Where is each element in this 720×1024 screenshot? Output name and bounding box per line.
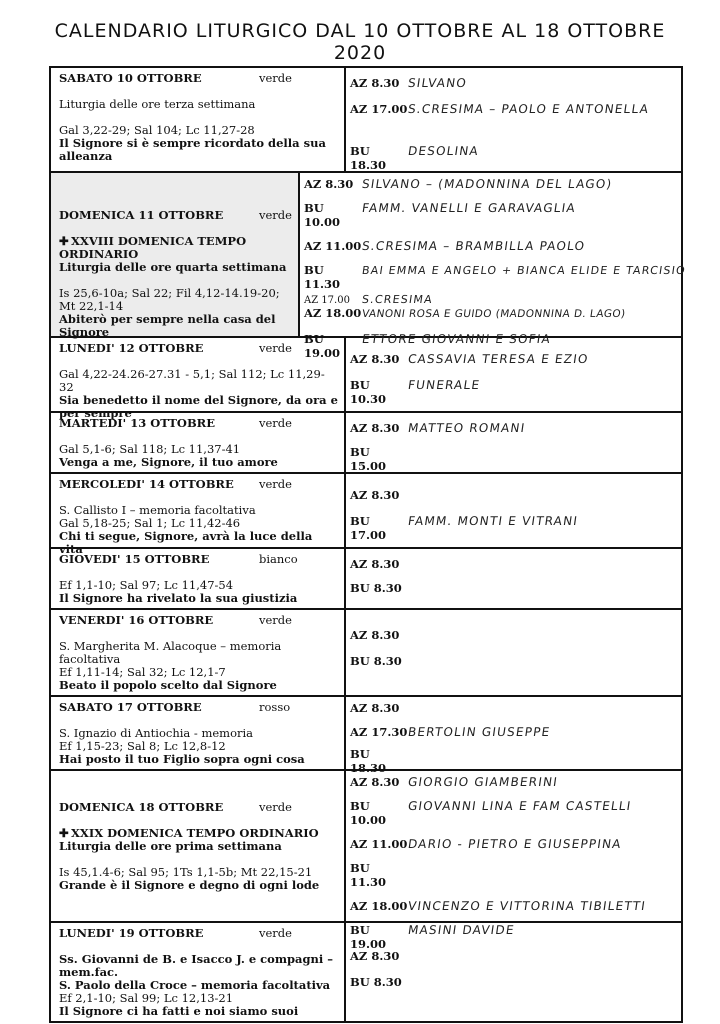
liturgia-ore: Liturgia delle ore prima settimana: [59, 839, 282, 853]
day-row-giovedi-15: [51, 549, 681, 610]
day-info: [51, 697, 346, 769]
liturgical-color: bianco: [259, 552, 298, 566]
liturgical-color: verde: [259, 341, 292, 355]
mass-list: [346, 549, 681, 608]
mass-time: AZ 8.30: [303, 177, 354, 191]
mass-time: AZ 8.30: [350, 628, 400, 642]
liturgical-color: verde: [259, 800, 292, 814]
mass-intention: GIOVANNI LINA E FAM CASTELLI: [407, 799, 633, 813]
mass-intention: BAI EMMA E ANGELO + BIANCA ELIDE E TARCISIO: [361, 264, 687, 277]
mass-time: BU 18.30: [350, 747, 387, 775]
day-name: LUNEDI' 12 OTTOBRE: [59, 341, 204, 355]
readings: Gal 4,22-24.26-27.31 - 5,1; Sal 112; Lc 11,29-32: [59, 367, 325, 394]
readings: Gal 5,1-6; Sal 118; Lc 11,37-41: [59, 442, 241, 456]
day-row-venerdi-16: [51, 610, 681, 697]
mass-time: BU 8.30: [350, 581, 402, 595]
feast: S. Ignazio di Antiochia - memoria: [59, 726, 254, 740]
mass-intention: DARIO - PIETRO E GIUSEPPINA: [407, 837, 623, 851]
day-row-mercoledi-14: [51, 474, 681, 556]
liturgical-color: verde: [259, 926, 292, 940]
mass-list: [346, 697, 681, 775]
mass-entry: [350, 799, 677, 827]
motto: Chi ti segue, Signore, avrà la luce della vita: [59, 529, 313, 556]
mass-intention: ETTORE GIOVANNI E SOFIA: [360, 332, 552, 346]
liturgical-color: verde: [259, 416, 292, 430]
mass-entry: [304, 177, 686, 191]
mass-intention: VANONI ROSA E GUIDO (MADONNINA D. LAGO): [361, 308, 627, 320]
motto: Grande è il Signore e degno di ogni lode: [59, 878, 320, 892]
mass-entry: [350, 628, 677, 642]
mass-time: AZ 8.30: [350, 557, 400, 571]
day-info: [51, 474, 346, 556]
day-name: SABATO 10 OTTOBRE: [59, 71, 202, 85]
day-name: DOMENICA 18 OTTOBRE: [59, 800, 224, 814]
mass-time: AZ 18.00: [350, 899, 408, 913]
mass-entry: [350, 899, 677, 913]
mass-time: AZ 8.30: [350, 949, 400, 963]
mass-entry: [350, 76, 677, 90]
mass-entry: [350, 861, 677, 889]
liturgia-ore: Liturgia delle ore terza settimana: [59, 97, 256, 111]
mass-entry: [350, 488, 677, 502]
mass-entry: [350, 775, 677, 789]
mass-entry: [304, 263, 686, 291]
mass-time: BU 8.30: [350, 975, 402, 989]
mass-list: [346, 338, 681, 411]
day-name: MARTEDI' 13 OTTOBRE: [59, 416, 215, 430]
readings: Ef 2,1-10; Sal 99; Lc 12,13-21: [59, 991, 234, 1005]
feast-secondary: S. Paolo della Croce – memoria facoltativa: [59, 978, 331, 992]
feast: ✚ XXVIII DOMENICA TEMPO ORDINARIO: [59, 234, 247, 261]
day-name: GIOVEDI' 15 OTTOBRE: [59, 552, 210, 566]
day-row-sabato-10: [51, 68, 681, 173]
mass-time: BU 11.30: [350, 861, 387, 889]
mass-entry: [350, 654, 677, 668]
day-info: [51, 610, 346, 695]
day-info: [51, 923, 346, 1021]
day-info: [51, 338, 346, 420]
day-info: [51, 771, 346, 921]
motto: Hai posto il tuo Figlio sopra ogni cosa: [59, 752, 305, 766]
mass-intention: S.CRESIMA: [361, 293, 434, 306]
mass-time: BU 19.00: [303, 332, 340, 360]
mass-list: [346, 610, 681, 695]
mass-entry: [350, 445, 677, 473]
mass-time: AZ 11.00: [303, 239, 362, 253]
readings: Is 45,1.4-6; Sal 95; 1Ts 1,1-5b; Mt 22,15-21: [59, 865, 313, 879]
mass-entry: [350, 837, 677, 851]
mass-time: AZ 17.30: [350, 725, 408, 739]
readings: Ef 1,1-10; Sal 97; Lc 11,47-54: [59, 578, 234, 592]
mass-entry: [350, 352, 677, 366]
motto: Venga a me, Signore, il tuo amore: [59, 455, 278, 469]
mass-intention: FAMM. VANELLI E GARAVAGLIA: [360, 201, 577, 215]
mass-entry: [350, 725, 677, 739]
mass-entry: [350, 144, 677, 172]
mass-entry: [304, 293, 686, 306]
mass-intention: CASSAVIA TERESA E EZIO: [407, 352, 590, 366]
cross-icon: ✚: [59, 826, 69, 840]
mass-time: AZ 8.30: [350, 421, 400, 435]
liturgical-color: verde: [259, 613, 292, 627]
mass-entry: [350, 514, 677, 542]
motto: Beato il popolo scelto dal Signore: [59, 678, 277, 692]
day-row-sabato-17: [51, 697, 681, 775]
mass-entry: [350, 102, 677, 116]
motto: Il Signore si è sempre ricordato della sua alleanza: [59, 136, 326, 163]
liturgical-color: verde: [259, 71, 292, 85]
cross-icon: ✚: [59, 234, 69, 248]
motto: Il Signore ha rivelato la sua giustizia: [59, 591, 298, 605]
mass-time: AZ 8.30: [350, 775, 400, 789]
readings: Is 25,6-10a; Sal 22; Fil 4,12-14.19-20; Mt 22,1-14: [59, 286, 280, 313]
mass-intention: BERTOLIN GIUSEPPE: [407, 725, 552, 739]
motto: Il Signore ci ha fatti e noi siamo suoi: [59, 1004, 299, 1018]
mass-time: BU 8.30: [350, 654, 402, 668]
mass-intention: VINCENZO E VITTORINA TIBILETTI: [407, 899, 647, 913]
readings: Gal 5,18-25; Sal 1; Lc 11,42-46: [59, 516, 241, 530]
mass-time: AZ 17.00: [303, 295, 350, 306]
mass-list: [346, 923, 681, 1021]
mass-time: AZ 8.30: [350, 701, 400, 715]
mass-time: BU 15.00: [350, 445, 387, 473]
day-row-martedi-13: [51, 413, 681, 474]
mass-time: BU 10.00: [350, 799, 387, 827]
mass-time: AZ 8.30: [350, 488, 400, 502]
mass-list: [346, 474, 681, 547]
mass-time: AZ 17.00: [350, 102, 408, 116]
readings: Gal 3,22-29; Sal 104; Lc 11,27-28: [59, 123, 255, 137]
mass-intention: DESOLINA: [407, 144, 480, 158]
feast: S. Callisto I – memoria facoltativa: [59, 503, 256, 517]
mass-intention: SILVANO: [407, 76, 468, 90]
mass-time: AZ 8.30: [350, 76, 400, 90]
mass-entry: [350, 421, 677, 435]
mass-time: AZ 11.00: [350, 837, 408, 851]
day-name: DOMENICA 11 OTTOBRE: [59, 208, 224, 222]
mass-list: [346, 413, 681, 472]
readings: Ef 1,11-14; Sal 32; Lc 12,1-7: [59, 665, 226, 679]
mass-list: [346, 771, 681, 951]
liturgical-color: verde: [259, 477, 292, 491]
motto: Abiterò per sempre nella casa del Signore: [59, 312, 276, 339]
mass-time: BU 19.00: [350, 923, 387, 951]
page-title: CALENDARIO LITURGICO DAL 10 OTTOBRE AL 18 OTTOBRE 2020: [54, 20, 666, 64]
mass-entry: [304, 201, 686, 229]
mass-intention: MATTEO ROMANI: [407, 421, 527, 435]
mass-time: BU 10.00: [303, 201, 340, 229]
mass-time: AZ 18.00: [303, 306, 362, 320]
day-info: [51, 549, 346, 608]
mass-entry: [350, 557, 677, 571]
day-info: [51, 413, 346, 472]
mass-time: AZ 8.30: [350, 352, 400, 366]
feast: ✚ XXIX DOMENICA TEMPO ORDINARIO: [59, 826, 319, 840]
mass-intention: FAMM. MONTI E VITRANI: [407, 514, 580, 528]
day-row-lunedi-12: [51, 338, 681, 420]
mass-time: BU 10.30: [350, 378, 387, 406]
day-row-lunedi-19: [51, 923, 681, 1023]
day-name: LUNEDI' 19 OTTOBRE: [59, 926, 204, 940]
motto: Sia benedetto il nome del Signore, da ora e per sempre: [59, 393, 338, 420]
feast: Ss. Giovanni de B. e Isacco J. e compagni – mem.fac.: [59, 952, 334, 979]
day-info: [51, 173, 300, 339]
mass-intention: SILVANO – (MADONNINA DEL LAGO): [360, 177, 614, 191]
mass-entry: [350, 378, 677, 406]
day-info: [51, 68, 346, 171]
liturgical-color: verde: [259, 208, 292, 222]
mass-intention: S.CRESIMA – BRAMBILLA PAOLO: [360, 239, 587, 253]
liturgia-ore: Liturgia delle ore quarta settimana: [59, 260, 287, 274]
liturgical-color: rosso: [259, 700, 291, 714]
mass-list: [346, 68, 681, 171]
day-name: SABATO 17 OTTOBRE: [59, 700, 202, 714]
mass-entry: [350, 581, 677, 595]
mass-time: BU 18.30: [350, 144, 387, 172]
mass-intention: S.CRESIMA – PAOLO E ANTONELLA: [407, 102, 651, 116]
mass-time: BU 11.30: [303, 263, 340, 291]
mass-entry: [350, 701, 677, 715]
mass-intention: FUNERALE: [407, 378, 482, 392]
mass-intention: GIORGIO GIAMBERINI: [407, 775, 559, 789]
mass-entry: [304, 306, 686, 320]
day-name: MERCOLEDI' 14 OTTOBRE: [59, 477, 234, 491]
mass-entry: [304, 239, 686, 253]
mass-time: BU 17.00: [350, 514, 387, 542]
feast: S. Margherita M. Alacoque – memoria facoltativa: [59, 639, 282, 666]
mass-intention: MASINI DAVIDE: [407, 923, 516, 937]
mass-entry: [350, 949, 677, 963]
readings: Ef 1,15-23; Sal 8; Lc 12,8-12: [59, 739, 226, 753]
calendar-table: [49, 66, 687, 1023]
day-name: VENERDI' 16 OTTOBRE: [59, 613, 214, 627]
mass-entry: [350, 975, 677, 989]
